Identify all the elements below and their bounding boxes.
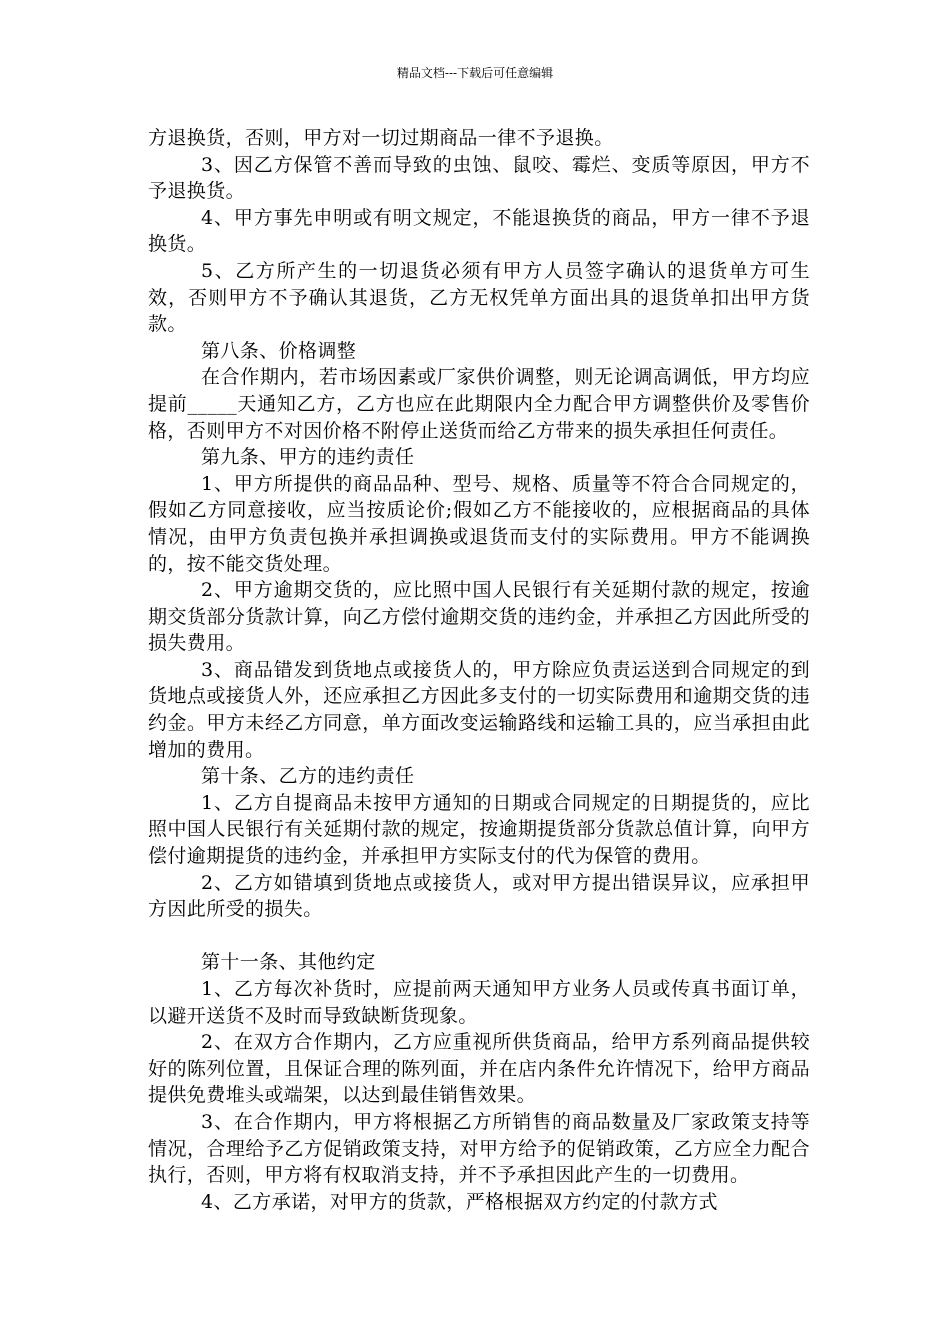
paragraph: 第八条、价格调整 [201, 339, 357, 362]
paragraph: 1、乙方自提商品未按甲方通知的日期或合同规定的日期提货的，应比照中国人民银行有关延期付款的规定，按逾期提货部分货款总值计算，向甲方偿付逾期提货的违约金，并承担甲方实际支付的代为保管的费用。 [148, 791, 810, 868]
paragraph: 4、甲方事先申明或有明文规定，不能退换货的商品，甲方一律不予退换货。 [148, 206, 810, 256]
paragraph: 第九条、甲方的违约责任 [201, 446, 415, 469]
paragraph: 在合作期内，若市场因素或厂家供价调整，则无论调高调低，甲方均应提前_____天通知乙方，乙方也应在此期限内全力配合甲方调整供价及零售价格，否则甲方不对因价格不附停止送货而给乙方带来的损失承担任何责任。 [148, 366, 810, 442]
paragraph: 1、甲方所提供的商品品种、型号、规格、质量等不符合合同规定的，假如乙方同意接收，应当按质论价;假如乙方不能接收的，应根据商品的具体情况，由甲方负责包换并承担调换或退货而支付的实际费用。甲方不能调换的，按不能交货处理。 [148, 472, 810, 575]
paragraph: 2、甲方逾期交货的，应比照中国人民银行有关延期付款的规定，按逾期交货部分货款计算，向乙方偿付逾期交货的违约金，并承担乙方因此所受的损失费用。 [148, 579, 810, 655]
paragraph: 2、乙方如错填到货地点或接货人，或对甲方提出错误异议，应承担甲方因此所受的损失。 [148, 871, 810, 921]
paragraph: 2、在双方合作期内，乙方应重视所供货商品，给甲方系列商品提供较好的陈列位置，且保证合理的陈列面，并在店内条件允许情况下，给甲方商品提供免费堆头或端架，以达到最佳销售效果。 [148, 1031, 810, 1107]
paragraph: 5、乙方所产生的一切退货必须有甲方人员签字确认的退货单方可生效，否则甲方不予确认其退货，乙方无权凭单方面出具的退货单扣出甲方货款。 [148, 259, 810, 336]
paragraph: 第十条、乙方的违约责任 [201, 765, 415, 788]
paragraph: 4、乙方承诺，对甲方的货款，严格根据双方约定的付款方式 [201, 1190, 718, 1213]
paragraph: 3、因乙方保管不善而导致的虫蚀、鼠咬、霉烂、变质等原因，甲方不予退换货。 [148, 153, 810, 203]
paragraph-gap [148, 923, 810, 950]
page-header: 精品文档---下载后可任意编辑 [396, 66, 554, 80]
paragraph: 方退换货，否则，甲方对一切过期商品一律不予退换。 [148, 127, 614, 149]
paragraph: 3、在合作期内，甲方将根据乙方所销售的商品数量及厂家政策支持等情况，合理给予乙方促销政策支持，对甲方给予的促销政策，乙方应全力配合执行，否则，甲方将有权取消支持，并不予承担因此产生的一切费用。 [148, 1110, 810, 1187]
paragraph: 3、商品错发到货地点或接货人的，甲方除应负责运送到合同规定的到货地点或接货人外，还应承担乙方因此多支付的一切实际费用和逾期交货的违约金。甲方未经乙方同意，单方面改变运输路线和运输工具的，应当承担由此增加的费用。 [148, 658, 810, 761]
paragraph: 1、乙方每次补货时，应提前两天通知甲方业务人员或传真书面订单，以避开送货不及时而导致缺断货现象。 [148, 978, 810, 1027]
document-body [148, 125, 810, 1215]
paragraph: 第十一条、其他约定 [201, 951, 376, 974]
